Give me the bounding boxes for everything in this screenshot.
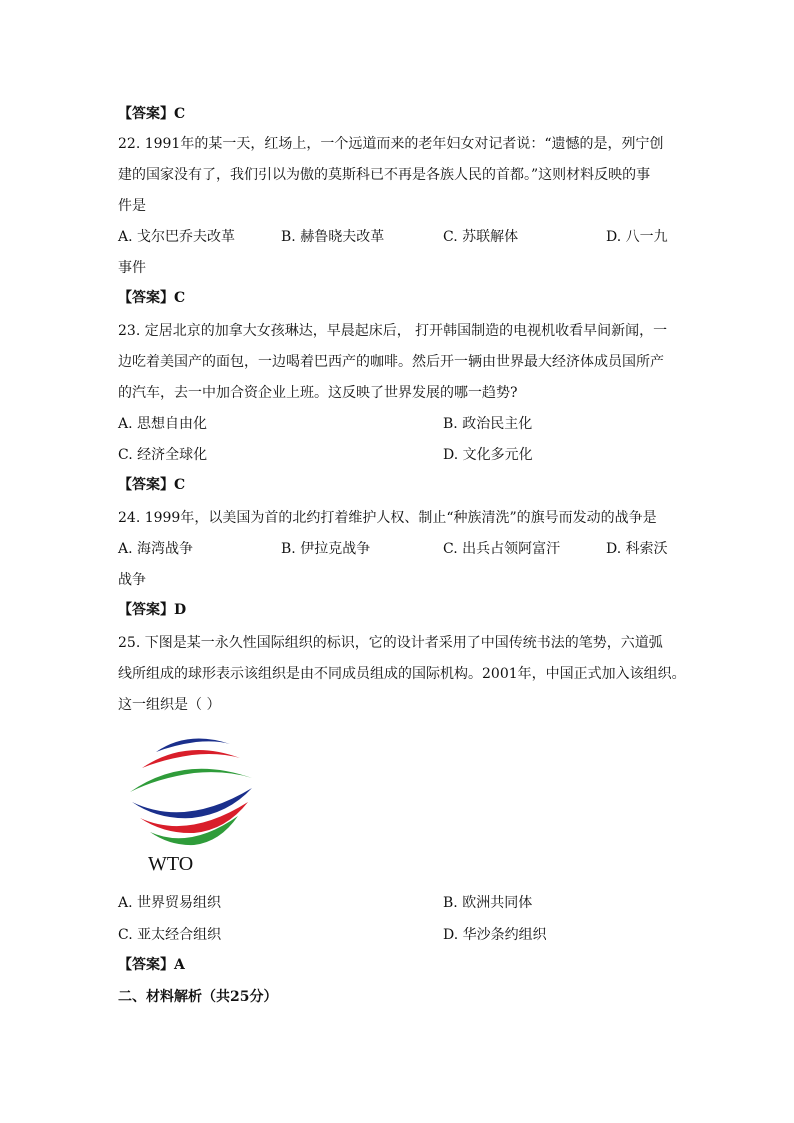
- answer-23: 【答案】C: [118, 477, 186, 493]
- question-23-option-c[interactable]: C. 经济全球化: [118, 447, 208, 463]
- wto-arc-blue-top: [156, 739, 230, 752]
- wto-logo-graphic: [126, 732, 260, 872]
- question-24-option-d-wrap: 战争: [118, 572, 146, 588]
- section-heading: 二、材料解析（共25分）: [118, 989, 278, 1005]
- question-22-option-a[interactable]: A. 戈尔巴乔夫改革: [118, 229, 236, 245]
- wto-arc-green-top: [130, 769, 252, 792]
- question-22-line-2: 建的国家没有了，我们引以为傲的莫斯科已不再是各族人民的首都。”这则材料反映的事: [118, 167, 651, 183]
- question-25-option-b[interactable]: B. 欧洲共同体: [443, 895, 533, 911]
- question-25-line-3: 这一组织是（ ）: [118, 697, 221, 713]
- question-22-option-c[interactable]: C. 苏联解体: [443, 229, 519, 245]
- question-23-line-3: 的汽车，去一中加合资企业上班。这反映了世界发展的哪一趋势?: [118, 385, 518, 401]
- question-22-option-b[interactable]: B. 赫鲁晓夫改革: [281, 229, 385, 245]
- question-24-option-c[interactable]: C. 出兵占领阿富汗: [443, 541, 561, 557]
- answer-24: 【答案】D: [118, 602, 187, 618]
- question-23-option-d[interactable]: D. 文化多元化: [443, 447, 533, 463]
- question-25-option-d[interactable]: D. 华沙条约组织: [443, 927, 547, 943]
- wto-arc-red-top: [142, 750, 240, 768]
- question-24-option-b[interactable]: B. 伊拉克战争: [281, 541, 371, 557]
- question-22-option-d[interactable]: D. 八一九: [606, 229, 668, 245]
- question-23-line-1: 23. 定居北京的加拿大女孩琳达，早晨起床后， 打开韩国制造的电视机收看早间新闻，一: [118, 323, 668, 339]
- question-22-line-3: 件是: [118, 198, 146, 214]
- question-24-option-a[interactable]: A. 海湾战争: [118, 541, 194, 557]
- answer-25: 【答案】A: [118, 957, 185, 973]
- question-25-option-a[interactable]: A. 世界贸易组织: [118, 895, 222, 911]
- wto-logo: [126, 732, 260, 872]
- question-25-line-1: 25. 下图是某一永久性国际组织的标识，它的设计者采用了中国传统书法的笔势，六道弧: [118, 635, 663, 651]
- wto-logo-text: WTO: [148, 853, 194, 872]
- question-22-line-1: 22. 1991年的某一天，红场上，一个远道而来的老年妇女对记者说：“遗憾的是，列宁创: [118, 136, 664, 152]
- question-25-option-c[interactable]: C. 亚太经合组织: [118, 927, 222, 943]
- question-24-line-1: 24. 1999年，以美国为首的北约打着维护人权、制止“种族清洗”的旗号而发动的战争是: [118, 510, 657, 526]
- question-23-option-a[interactable]: A. 思想自由化: [118, 416, 208, 432]
- answer-22: 【答案】C: [118, 290, 186, 306]
- question-25-line-2: 线所组成的球形表示该组织是由不同成员组成的国际机构。2001年，中国正式加入该组织。: [118, 666, 686, 682]
- answer-21: 【答案】C: [118, 106, 186, 122]
- question-23-option-b[interactable]: B. 政治民主化: [443, 416, 533, 432]
- question-23-line-2: 边吃着美国产的面包，一边喝着巴西产的咖啡。然后开一辆由世界最大经济体成员国所产: [118, 354, 664, 370]
- question-24-option-d[interactable]: D. 科索沃: [606, 541, 668, 557]
- question-22-option-d-wrap: 事件: [118, 260, 146, 276]
